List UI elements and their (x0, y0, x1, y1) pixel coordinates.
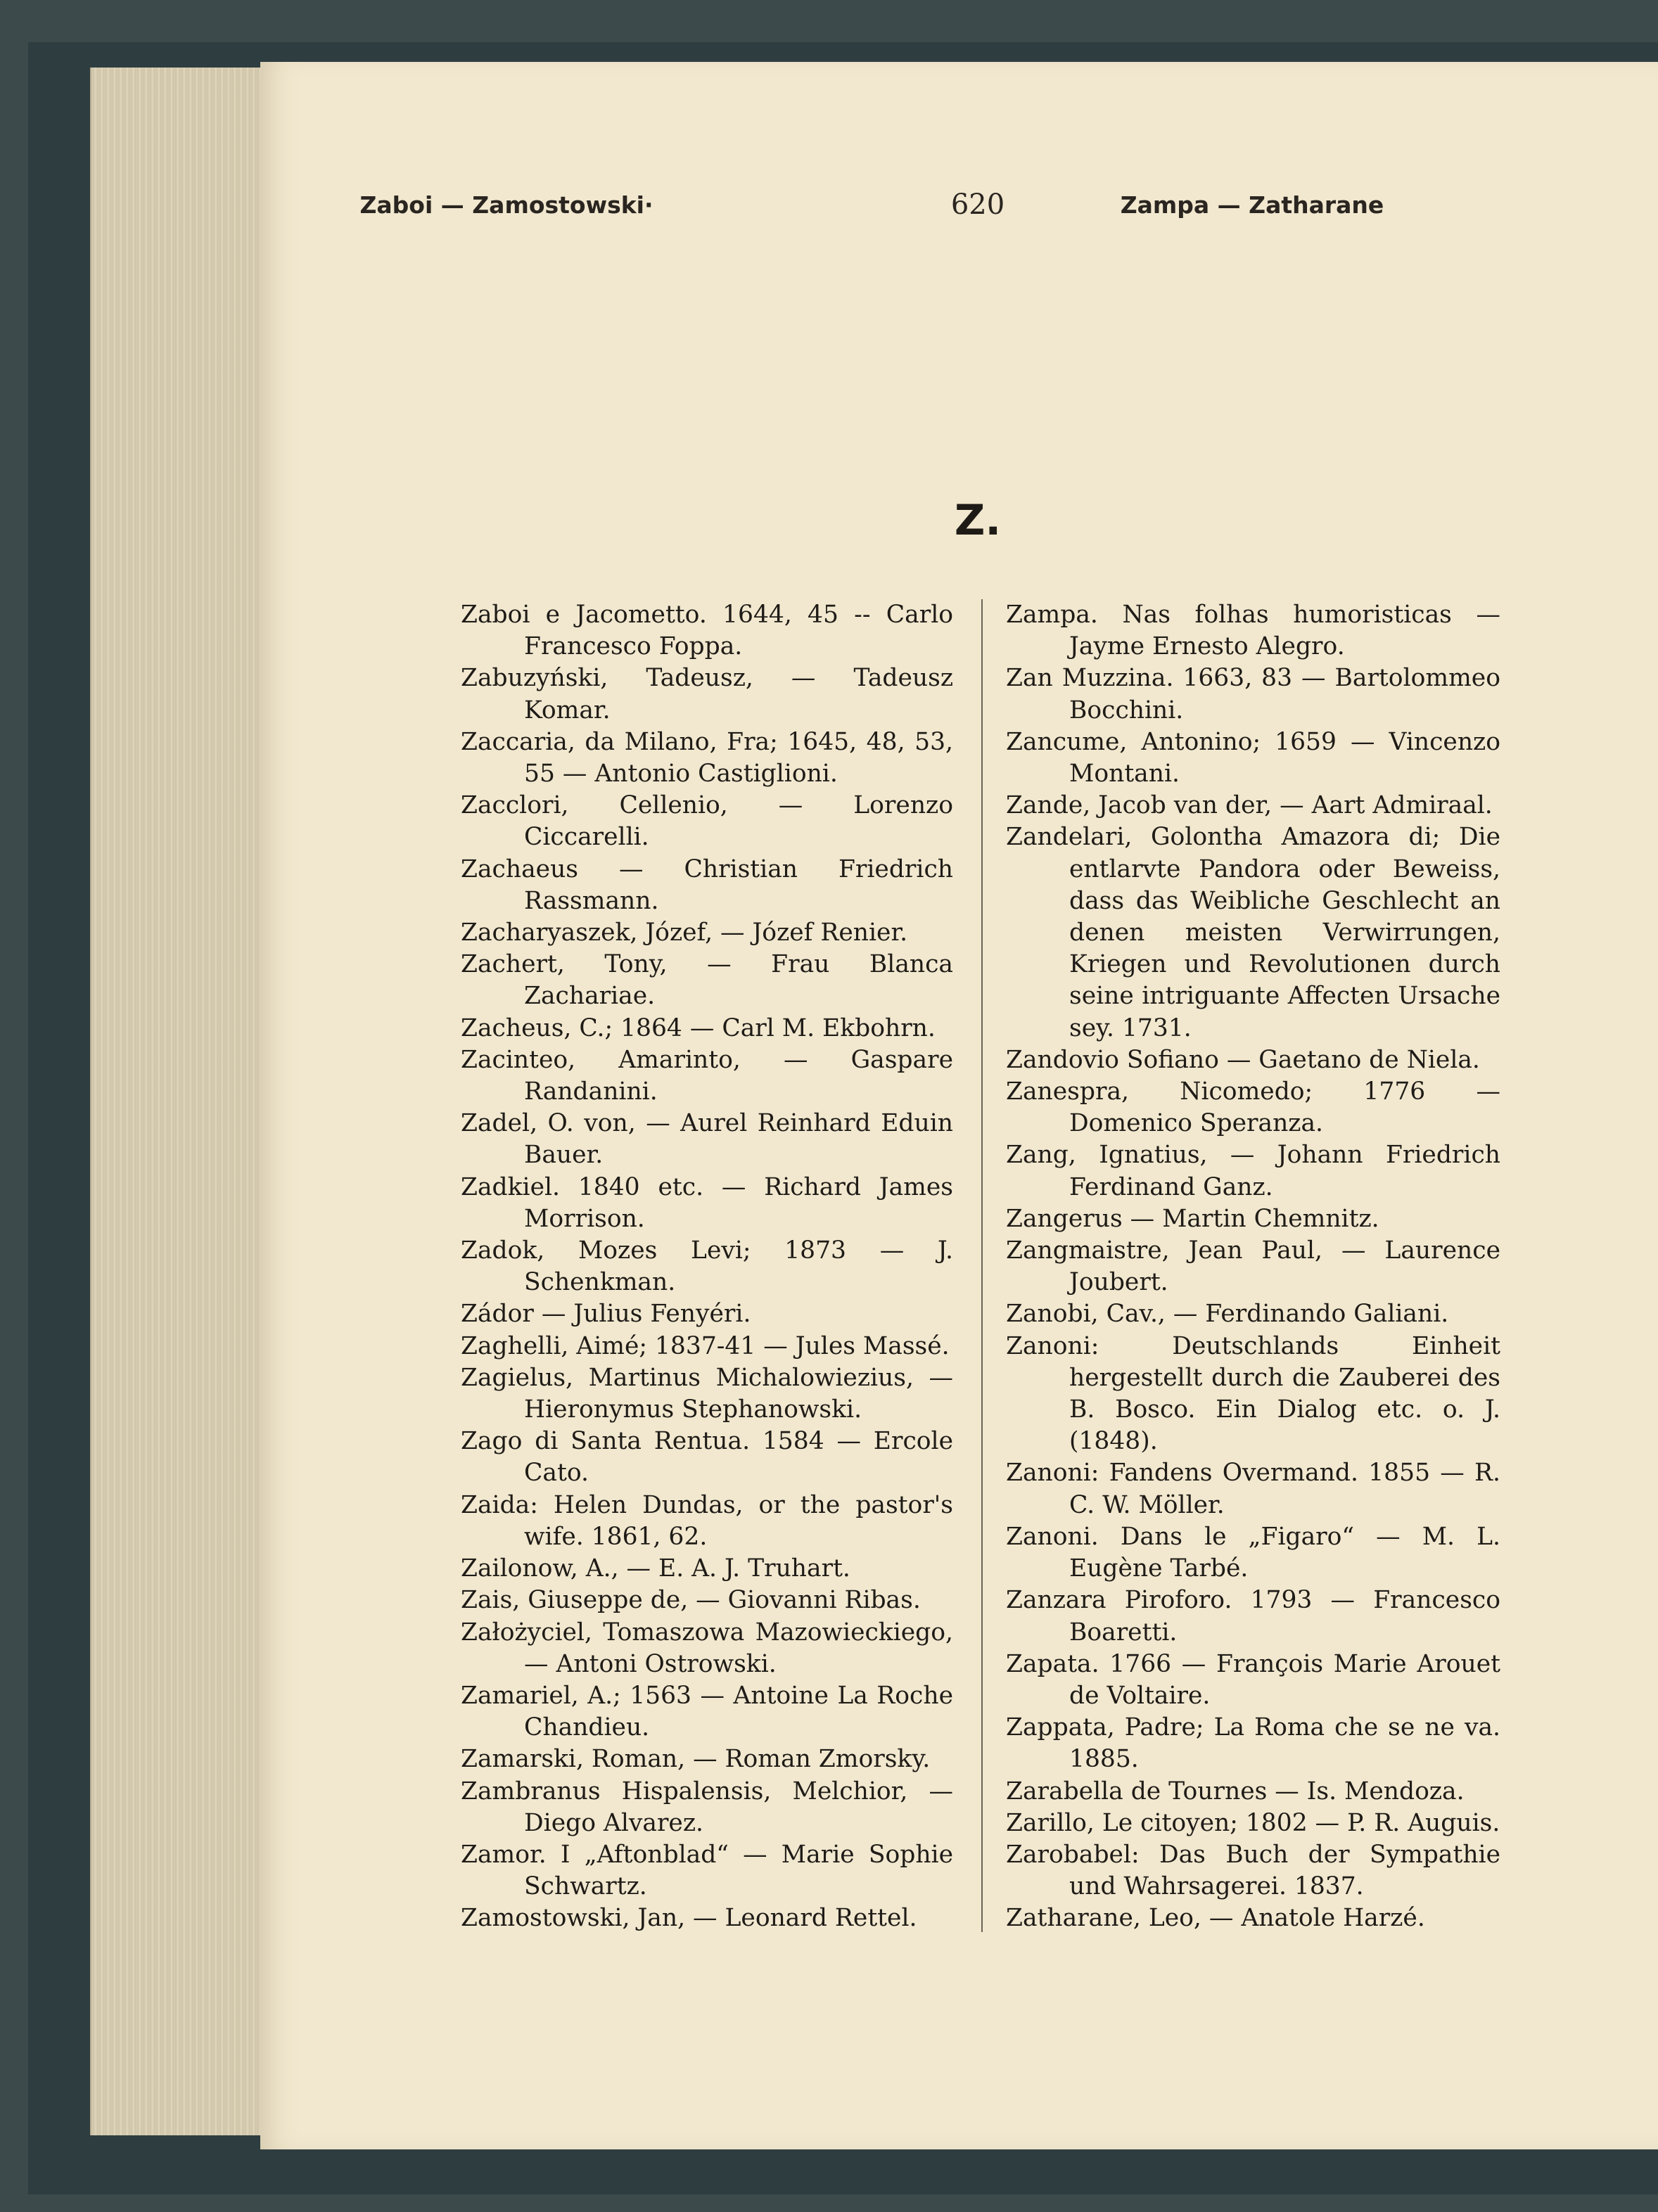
entry: Zangerus — Martin Chemnitz. (1006, 1204, 1379, 1233)
entry: Zachert, Tony, — Frau Blanca Zachariae. (461, 950, 953, 1011)
entry: Zamostowski, Jan, — Leonard Rettel. (461, 1904, 917, 1933)
column-divider (981, 599, 983, 1932)
entry: Zaboi e Jacometto. 1644, 45 -- Carlo Francesco Foppa. (461, 601, 953, 661)
entry: Zapata. 1766 — François Marie Arouet de Voltaire. (1006, 1649, 1500, 1710)
entry: Zan Muzzina. 1663, 83 — Bartolommeo Bocchini. (1006, 664, 1500, 724)
entry: Zamor. I „Aftonblad“ — Marie Sophie Schwartz. (461, 1840, 953, 1901)
entry: Zaccaria, da Milano, Fra; 1645, 48, 53, 55 — Antonio Castiglioni. (461, 727, 953, 788)
entry: Zanoni. Dans le „Figaro“ — M. L. Eugène Tarbé. (1006, 1522, 1500, 1583)
entry: Zappata, Padre; La Roma che se ne va. 1885. (1006, 1713, 1500, 1774)
entry: Zailonow, A., — E. A. J. Truhart. (461, 1554, 850, 1583)
entry: Zago di Santa Rentua. 1584 — Ercole Cato. (461, 1427, 953, 1488)
entry: Zagielus, Martinus Michalowiezius, — Hieronymus Stephanowski. (461, 1363, 953, 1424)
page-number: 620 (950, 188, 1005, 221)
entry: Zangmaistre, Jean Paul, — Laurence Joubert. (1006, 1236, 1500, 1297)
entry: Zamarski, Roman, — Roman Zmorsky. (461, 1745, 931, 1774)
entry: Zadkiel. 1840 etc. — Richard James Morrison. (461, 1172, 953, 1233)
entry: Zacinteo, Amarinto, — Gaspare Randanini. (461, 1045, 953, 1106)
entry: Zaida: Helen Dundas, or the pastor's wife. 1861, 62. (461, 1490, 953, 1551)
section-letter: Z. (954, 496, 1002, 545)
entry: Zampa. Nas folhas humoristicas — Jayme Ernesto Alegro. (1006, 601, 1500, 661)
entry: Zarabella de Tournes — Is. Mendoza. (1006, 1777, 1465, 1805)
entry: Zande, Jacob van der, — Aart Admiraal. (1006, 791, 1493, 820)
left-column (461, 599, 953, 1935)
entry: Zadok, Mozes Levi; 1873 — J. Schenkman. (461, 1236, 953, 1297)
entry: Zanoni: Fandens Overmand. 1855 — R. C. W. Möller. (1006, 1459, 1500, 1519)
entry: Zang, Ignatius, — Johann Friedrich Ferdinand Ganz. (1006, 1141, 1500, 1201)
entry: Zanoni: Deutschlands Einheit hergestellt durch die Zauberei des B. Bosco. Ein Dialog etc. o. J. (1848). (1006, 1331, 1500, 1456)
entry: Zarobabel: Das Buch der Sympathie und Wahrsagerei. 1837. (1006, 1840, 1500, 1901)
entry: Zanespra, Nicomedo; 1776 — Domenico Speranza. (1006, 1078, 1500, 1138)
entry: Zambranus Hispalensis, Melchior, — Diego Alvarez. (461, 1777, 953, 1837)
entry: Zaghelli, Aimé; 1837-41 — Jules Massé. (461, 1331, 950, 1360)
entry: Założyciel, Tomaszowa Mazowieckiego, — Antoni Ostrowski. (461, 1618, 953, 1678)
entry: Zabuzyński, Tadeusz, — Tadeusz Komar. (461, 664, 953, 724)
entry: Zadel, O. von, — Aurel Reinhard Eduin Bauer. (461, 1109, 953, 1170)
entry: Zarillo, Le citoyen; 1802 — P. R. Auguis. (1006, 1808, 1500, 1837)
entry: Zandelari, Golontha Amazora di; Die entlarvte Pandora oder Beweiss, dass das Weibliche Geschlecht an denen meisten Verwirrungen, Kriegen und Revolutionen durch seine intriguante Affecten Ursache sey. 1731. (1006, 823, 1500, 1042)
entry: Zacclori, Cellenio, — Lorenzo Ciccarelli. (461, 791, 953, 852)
running-head-right: Zampa — Zatharane (1120, 191, 1384, 219)
right-column (1006, 599, 1500, 1935)
entry: Zandovio Sofiano — Gaetano de Niela. (1006, 1045, 1480, 1074)
entry: Zádor — Julius Fenyéri. (461, 1300, 751, 1329)
entry: Zacharyaszek, Józef, — Józef Renier. (461, 919, 908, 947)
entry: Zamariel, A.; 1563 — Antoine La Roche Chandieu. (461, 1681, 953, 1742)
page-edges (90, 68, 267, 2135)
entry: Zanobi, Cav., — Ferdinando Galiani. (1006, 1300, 1449, 1329)
entry: Zachaeus — Christian Friedrich Rassmann. (461, 855, 953, 915)
entry: Zais, Giuseppe de, — Giovanni Ribas. (461, 1586, 921, 1615)
entry: Zatharane, Leo, — Anatole Harzé. (1006, 1904, 1425, 1933)
entry: Zacheus, C.; 1864 — Carl M. Ekbohrn. (461, 1014, 936, 1042)
running-head-left: Zaboi — Zamostowski· (359, 191, 653, 219)
entry: Zancume, Antonino; 1659 — Vincenzo Montani. (1006, 727, 1500, 788)
entry: Zanzara Piroforo. 1793 — Francesco Boaretti. (1006, 1586, 1500, 1647)
